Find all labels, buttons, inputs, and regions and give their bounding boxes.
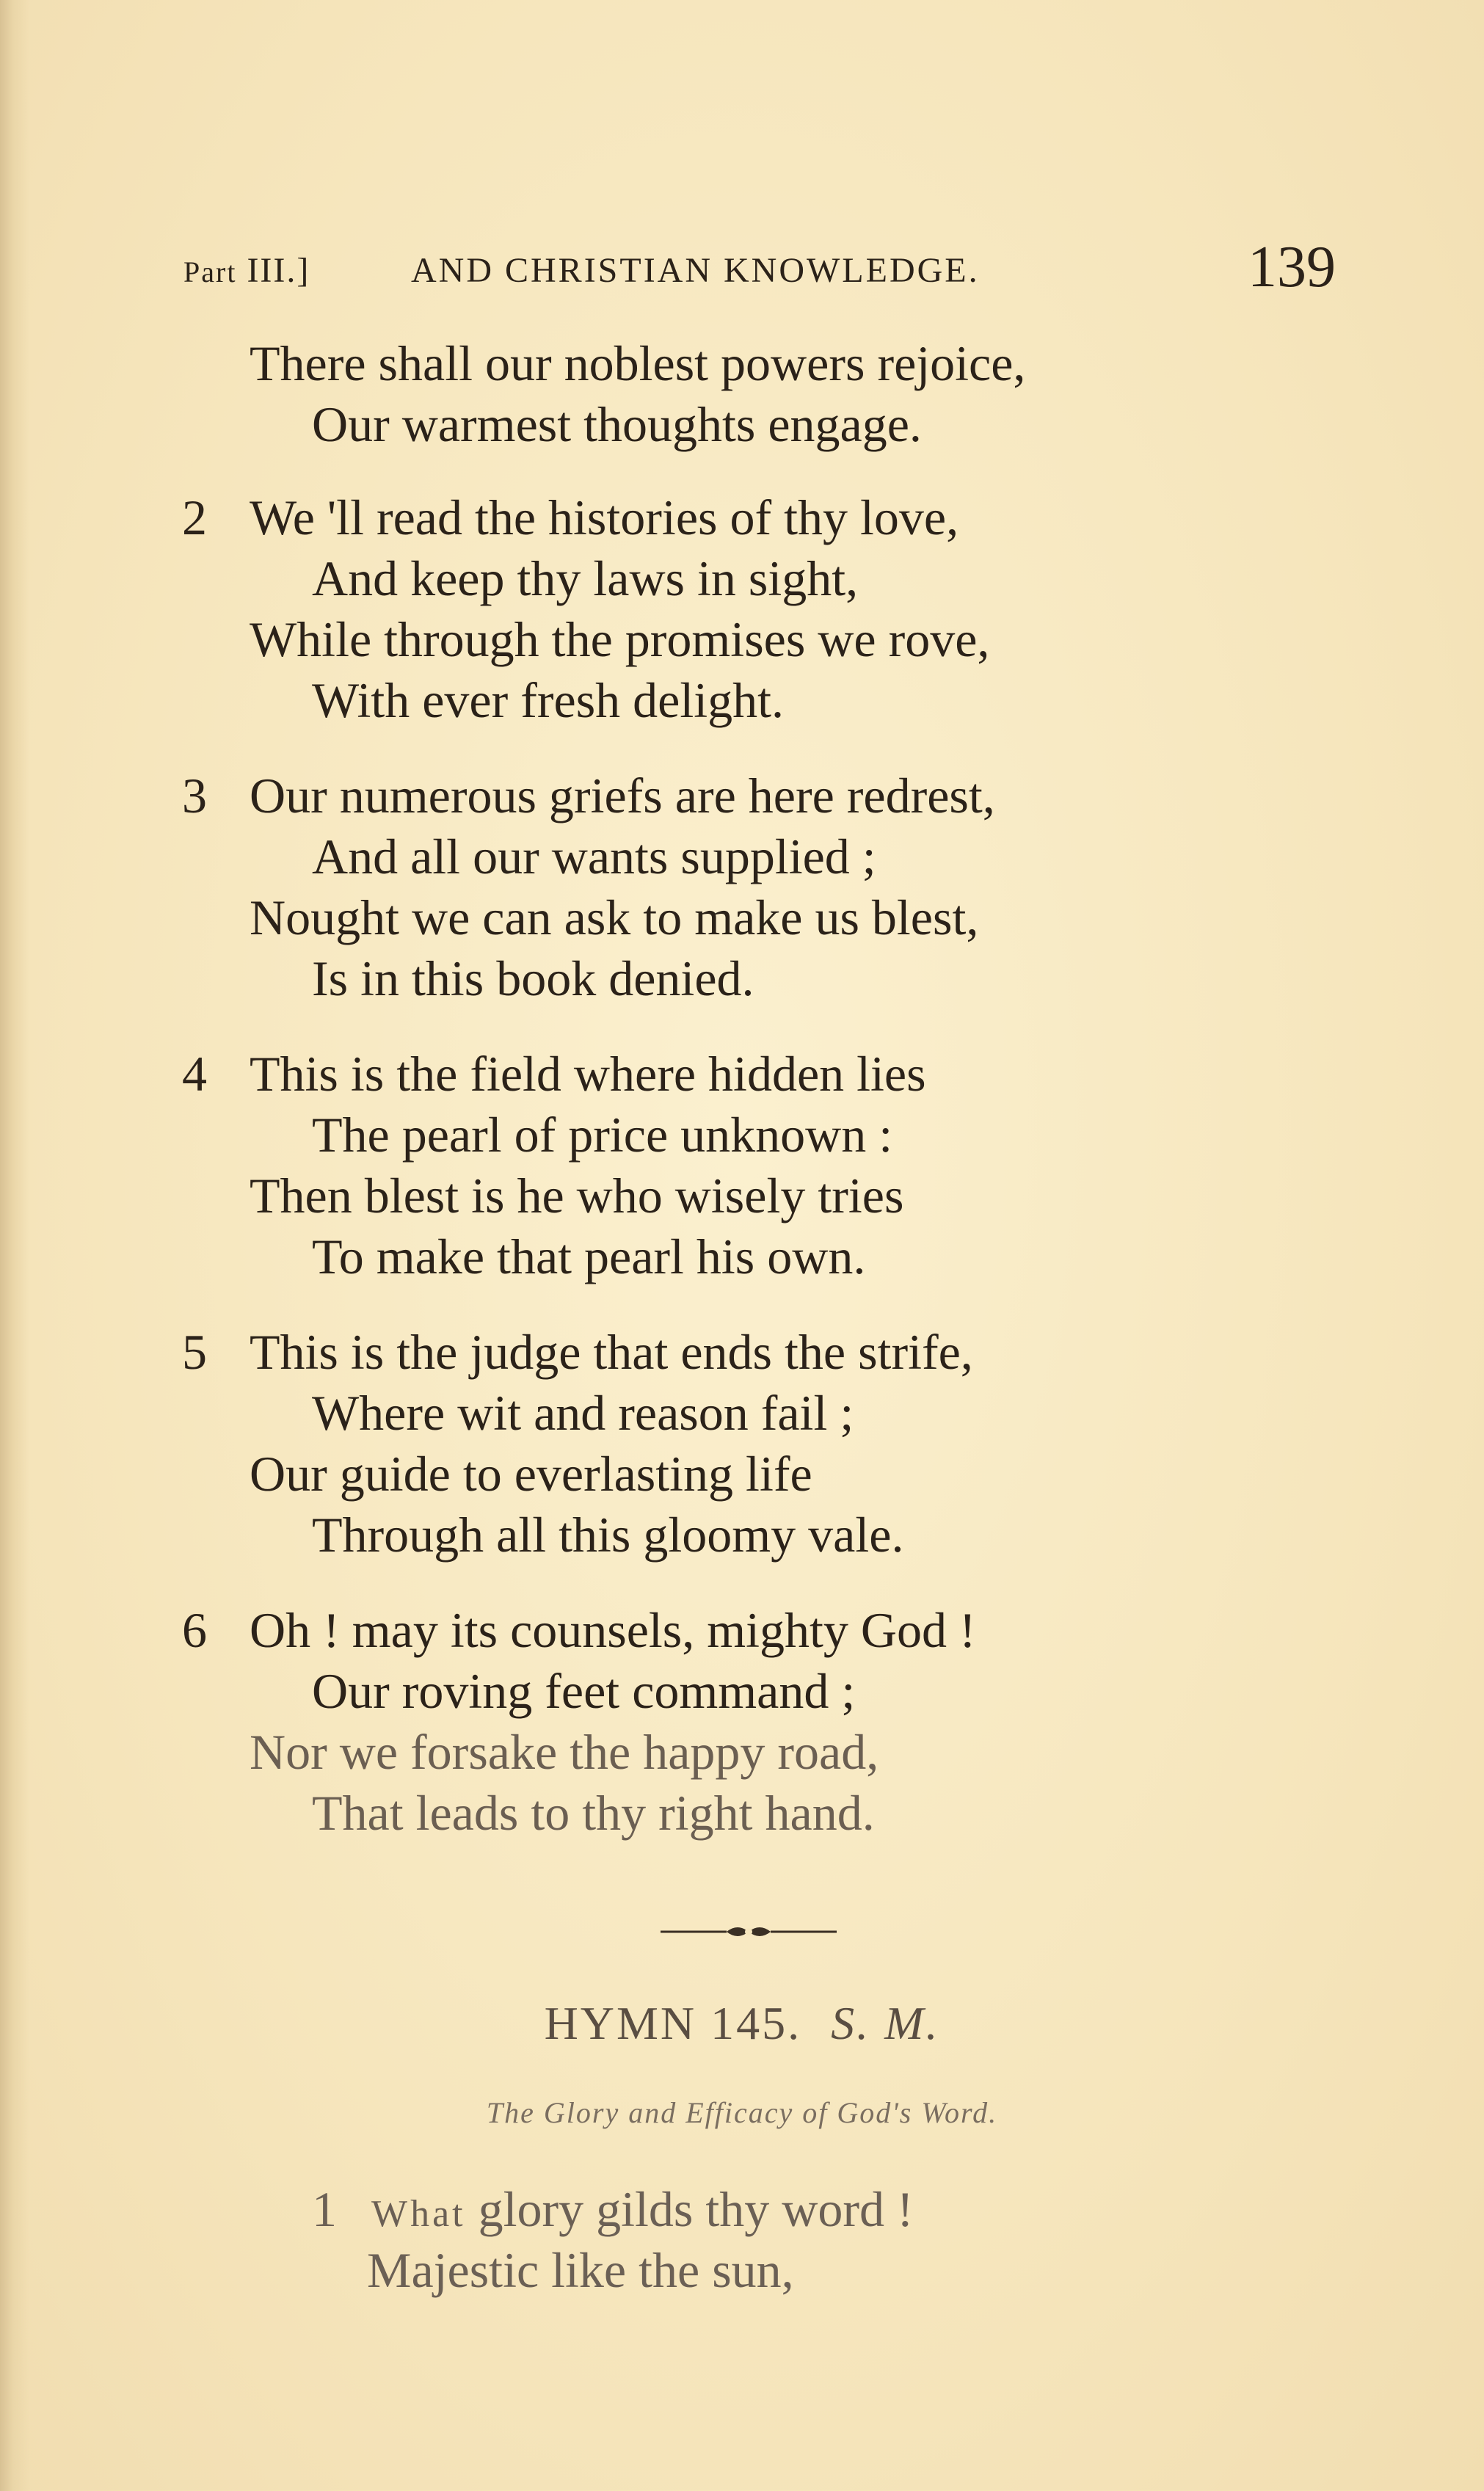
ornament-divider-icon xyxy=(661,1917,837,1946)
verse-line: Where wit and reason fail ; xyxy=(312,1385,854,1441)
verse-line: There shall our noblest powers rejoice, xyxy=(250,335,1026,391)
running-header xyxy=(183,220,1336,301)
hymn-number: HYMN 145. xyxy=(544,1997,802,2049)
verse-line: And all our wants supplied ; xyxy=(312,829,876,884)
verse-line: Our roving feet command ; xyxy=(312,1663,856,1719)
verse-line: We 'll read the histories of thy love, xyxy=(250,490,959,545)
hymn-second-line: Majestic like the sun, xyxy=(367,2242,794,2298)
stanza-number: 3 xyxy=(182,768,207,823)
stanza-number: 4 xyxy=(182,1046,207,1102)
verse-line: This is the field where hidden lies xyxy=(250,1046,926,1102)
verse-line: Then blest is he who wisely tries xyxy=(250,1168,904,1223)
stanza-number: 6 xyxy=(182,1602,207,1658)
stanza-number: 5 xyxy=(182,1324,207,1380)
part-label-num: III.] xyxy=(247,251,310,290)
verse-line: With ever fresh delight. xyxy=(312,672,785,728)
part-label-sc: Part xyxy=(183,255,237,288)
verse-line: While through the promises we rove, xyxy=(250,611,990,667)
verse-line: Is in this book denied. xyxy=(312,950,754,1006)
verse-line: Nought we can ask to make us blest, xyxy=(250,890,979,945)
verse-line: Our numerous griefs are here redrest, xyxy=(250,768,995,823)
verse-line: The pearl of price unknown : xyxy=(312,1107,893,1163)
verse-line: To make that pearl his own. xyxy=(312,1229,866,1284)
verse-line: That leads to thy right hand. xyxy=(312,1785,875,1841)
first-word-small-caps: What xyxy=(371,2193,466,2235)
verse-line: Nor we forsake the happy road, xyxy=(250,1724,879,1780)
first-line-rest: glory gilds thy word ! xyxy=(478,2181,914,2237)
hymn-subtitle: The Glory and Efficacy of God's Word. xyxy=(486,2096,998,2129)
hymn-title xyxy=(0,1996,1484,2051)
verse-line: This is the judge that ends the strife, xyxy=(250,1324,973,1380)
verse-line: Through all this gloomy vale. xyxy=(312,1507,904,1563)
verse-line: Oh ! may its counsels, mighty God ! xyxy=(250,1602,976,1658)
stanza-number: 2 xyxy=(182,490,207,545)
hymn-meter: S. M. xyxy=(831,1997,940,2049)
part-label xyxy=(183,250,310,291)
hymn-first-line xyxy=(312,2180,914,2244)
verse-line: And keep thy laws in sight, xyxy=(312,550,859,606)
page-number: 139 xyxy=(1248,235,1336,299)
verse-line: Our guide to everlasting life xyxy=(250,1446,812,1502)
running-title: AND CHRISTIAN KNOWLEDGE. xyxy=(411,251,980,290)
verse-line: Our warmest thoughts engage. xyxy=(312,396,922,452)
stanza-number: 1 xyxy=(312,2181,337,2237)
